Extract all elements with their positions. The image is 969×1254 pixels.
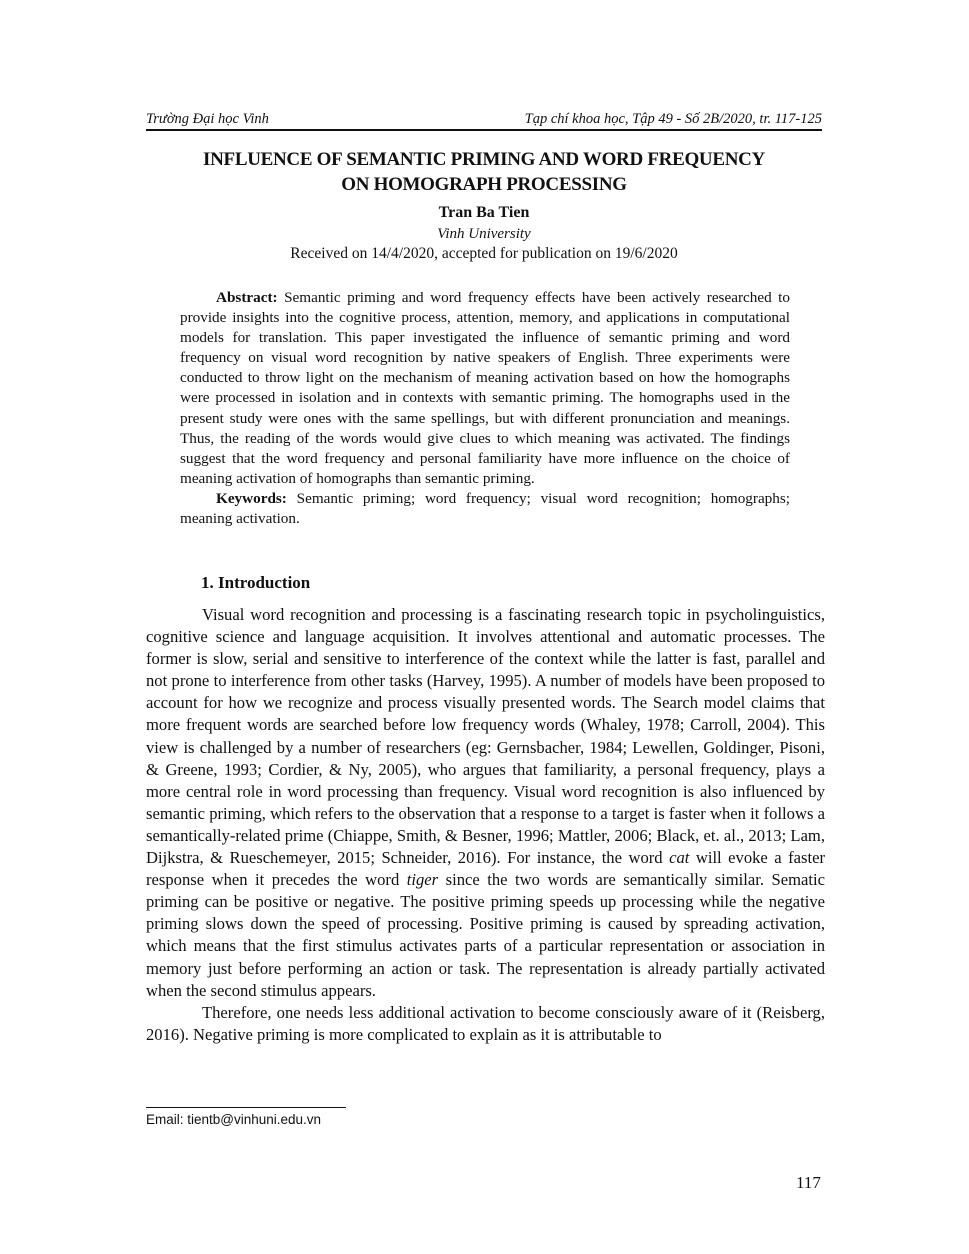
paper-title — [146, 147, 822, 197]
title-line-2: ON HOMOGRAPH PROCESSING — [341, 174, 627, 195]
keywords-text: Semantic priming; word frequency; visual word recognition; homographs; meaning activation. — [180, 489, 791, 528]
footnote-divider — [146, 1107, 346, 1108]
footnote-email: Email: tientb@vinhuni.edu.vn — [146, 1112, 322, 1127]
abstract-label: Abstract: — [216, 289, 278, 306]
body-paragraph-2: Therefore, one needs less additional activation to become consciously aware of it (Reisberg, 2016). Negative priming is more complicated to explain as it is attributable to — [146, 1002, 825, 1044]
abstract-text: Semantic priming and word frequency effects have been actively researched to provide insights into the cognitive process, attention, memory, and applications in computational models for translation. This paper investigated the influence of semantic priming and word frequency on visual word recognition by native speakers of English. Three experiments were conducted to throw light on the mechanism of meaning activation based on how the homographs were processed in isolation and in contexts with semantic priming. The homographs used in the present study were ones with the same spellings, but with different pronunciation and meanings. Thus, the reading of the words would give clues to which meaning was activated. The findings suggest that the word frequency and personal familiarity have more influence on the choice of meaning activation of homographs than semantic priming. — [180, 289, 791, 487]
running-header — [146, 111, 822, 131]
header-institution: Trường Đại học Vinh — [146, 111, 269, 127]
body-text-run: Visual word recognition and processing is a fascinating research topic in psycholinguistics, cognitive science and language acquisition. It involves attentional and automatic processes. The former is slow, serial and sensitive to interference of the context while the latter is fast, parallel and not prone to interference from other tasks (Harvey, 1995). A number of models have been proposed to account for how we recognize and process visually presented words. The Search model claims that more frequent words are searched before low frequency words (Whaley, 1978; Carroll, 2004). This view is challenged by a number of researchers (eg: Gernsbacher, 1984; Lewellen, Goldinger, Pisoni, & Greene, 1993; Cordier, & Ny, 2005), who argues that familiarity, a personal frequency, plays a more central role in word processing than frequency. Visual word recognition is also influenced by semantic priming, which refers to the observation that a response to a target is faster when it follows a semantically-related prime (Chiappe, Smith, & Besner, 1996; Mattler, 2006; Black, et. al., 2013; Lam, Dijkstra, & Rueschemeyer, 2015; Schneider, 2016). For instance, the word — [146, 605, 825, 868]
introduction-body — [146, 604, 825, 1046]
abstract-paragraph — [180, 288, 790, 489]
header-journal-citation: Tạp chí khoa học, Tập 49 - Số 2B/2020, tr. 117-125 — [524, 111, 822, 127]
received-date: Received on 14/4/2020, accepted for publication on 19/6/2020 — [290, 245, 678, 262]
body-text-run: will evoke a faster response when it precedes the word — [146, 848, 825, 890]
keywords-paragraph — [180, 489, 790, 529]
page-number: 117 — [796, 1173, 821, 1192]
section-heading-introduction: 1. Introduction — [201, 573, 311, 592]
example-word-tiger: tiger — [406, 870, 439, 890]
title-line-1: INFLUENCE OF SEMANTIC PRIMING AND WORD FREQUENCY — [203, 149, 765, 170]
body-text-run: since the two words are semantically similar. Sematic priming can be positive or negative. The positive priming speeds up processing while the negative priming slows down the speed of processing. Positive priming is caused by spreading activation, which means that the first stimulus activates parts of a particular representation or association in memory just before performing an action or task. The representation is already partially activated when the second stimulus appears. — [146, 870, 825, 1000]
example-word-cat: cat — [669, 848, 690, 868]
author-name: Tran Ba Tien — [438, 204, 530, 221]
author-affiliation: Vinh University — [437, 226, 531, 242]
body-paragraph-1 — [146, 604, 825, 1002]
keywords-label: Keywords: — [216, 489, 287, 507]
abstract-block — [180, 288, 790, 529]
